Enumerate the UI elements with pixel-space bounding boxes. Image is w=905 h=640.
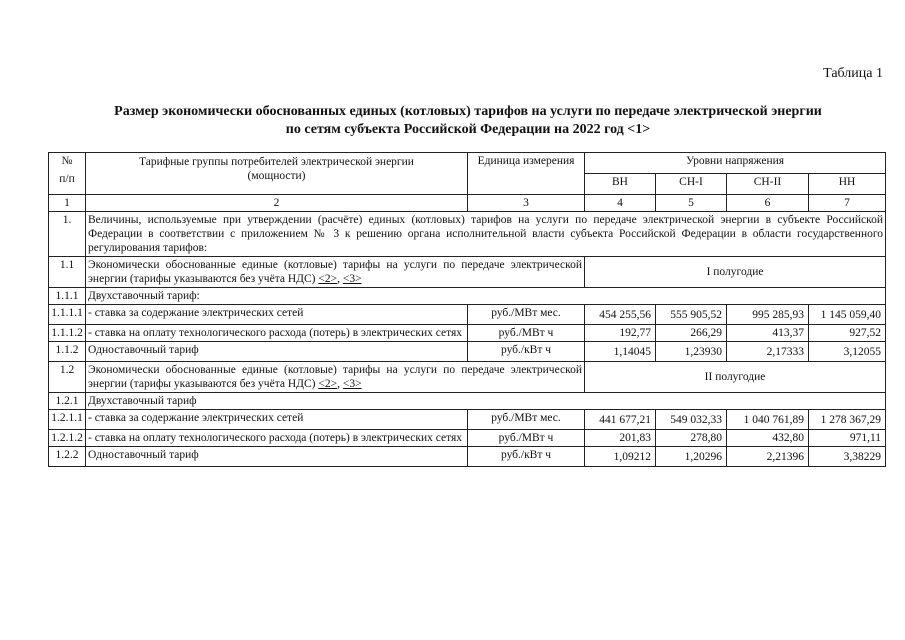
value-vn: 201,83 — [585, 430, 656, 447]
table-row — [49, 393, 886, 410]
value-nn: 3,38229 — [809, 447, 886, 467]
value-sn2: 1 040 761,89 — [727, 410, 809, 430]
value-sn1: 1,20296 — [656, 447, 727, 467]
header-unit: Единица измерения — [468, 153, 585, 195]
value-vn: 1,09212 — [585, 447, 656, 467]
header-levels: Уровни напряжения — [585, 153, 886, 174]
value-vn: 192,77 — [585, 325, 656, 342]
row-num: 1.1.1 — [49, 288, 86, 305]
row-num: 1.2.2 — [49, 447, 86, 467]
tariff-table — [48, 152, 886, 467]
row-unit: руб./МВт ч — [468, 325, 585, 342]
row-text: Экономически обоснованные единые (котловые) тарифы на услуги по передаче электрической энергии (тарифы указываются без учёта НДС) <2>, <3> — [86, 362, 585, 393]
row-text: Двухставочный тариф — [86, 393, 886, 410]
table-row — [49, 342, 886, 362]
value-sn2: 413,37 — [727, 325, 809, 342]
footnote-link-3[interactable]: <3> — [342, 378, 362, 390]
table-row — [49, 257, 886, 288]
row-text: Двухставочный тариф: — [86, 288, 886, 305]
header-index-row — [49, 195, 886, 212]
value-vn: 454 255,56 — [585, 305, 656, 325]
value-nn: 1 278 367,29 — [809, 410, 886, 430]
value-nn: 927,52 — [809, 325, 886, 342]
header-row-1 — [49, 153, 886, 174]
row-text: - ставка за содержание электрических сетей — [86, 410, 468, 430]
table-row — [49, 362, 886, 393]
row-num: 1.2.1.2 — [49, 430, 86, 447]
col-index-7: 7 — [809, 195, 886, 212]
row-num: 1.1 — [49, 257, 86, 288]
header-nn: НН — [809, 174, 886, 195]
table-row — [49, 447, 886, 467]
row-text: Одноставочный тариф — [86, 342, 468, 362]
footnote-link-2[interactable]: <2> — [318, 273, 338, 285]
table-row — [49, 325, 886, 342]
row-num: 1. — [49, 212, 86, 257]
value-vn: 1,14045 — [585, 342, 656, 362]
period-label: II полугодие — [585, 362, 886, 393]
row-num: 1.2 — [49, 362, 86, 393]
header-num: № п/п — [49, 153, 86, 195]
value-sn2: 432,80 — [727, 430, 809, 447]
row-unit: руб./МВт ч — [468, 430, 585, 447]
value-sn2: 995 285,93 — [727, 305, 809, 325]
table-row — [49, 288, 886, 305]
value-sn1: 555 905,52 — [656, 305, 727, 325]
table-row — [49, 212, 886, 257]
header-vn: ВН — [585, 174, 656, 195]
row-unit: руб./кВт ч — [468, 342, 585, 362]
row-num: 1.2.1.1 — [49, 410, 86, 430]
row-text: Экономически обоснованные единые (котловые) тарифы на услуги по передаче электрической энергии (тарифы указываются без учёта НДС) <2>, <3> — [86, 257, 585, 288]
footnote-link-3[interactable]: <3> — [342, 273, 362, 285]
value-sn1: 549 032,33 — [656, 410, 727, 430]
document-title — [48, 103, 888, 139]
value-sn1: 266,29 — [656, 325, 727, 342]
period-label: I полугодие — [585, 257, 886, 288]
col-index-4: 4 — [585, 195, 656, 212]
header-groups: Тарифные группы потребителей электрической энергии (мощности) — [86, 153, 468, 195]
row-text: - ставка на оплату технологического расхода (потерь) в электрических сетях — [86, 325, 468, 342]
col-index-5: 5 — [656, 195, 727, 212]
row-unit: руб./МВт мес. — [468, 305, 585, 325]
value-nn: 971,11 — [809, 430, 886, 447]
table-row — [49, 305, 886, 325]
header-sn1: СН-I — [656, 174, 727, 195]
footnote-link-2[interactable]: <2> — [318, 378, 338, 390]
col-index-6: 6 — [727, 195, 809, 212]
row-num: 1.2.1 — [49, 393, 86, 410]
value-sn1: 1,23930 — [656, 342, 727, 362]
title-line-2: по сетям субъекта Российской Федерации на 2022 год <1> — [285, 122, 651, 137]
row-text: Одноставочный тариф — [86, 447, 468, 467]
value-vn: 441 677,21 — [585, 410, 656, 430]
header-sn2: СН-II — [727, 174, 809, 195]
value-sn1: 278,80 — [656, 430, 727, 447]
row-unit: руб./МВт мес. — [468, 410, 585, 430]
row-num: 1.1.1.2 — [49, 325, 86, 342]
title-line-1: Размер экономически обоснованных единых (котловых) тарифов на услуги по передаче электрической энергии — [114, 104, 822, 119]
table-label: Таблица 1 — [823, 66, 883, 81]
col-index-1: 1 — [49, 195, 86, 212]
row-text: - ставка за содержание электрических сетей — [86, 305, 468, 325]
row-text: - ставка на оплату технологического расхода (потерь) в электрических сетях — [86, 430, 468, 447]
row-num: 1.1.2 — [49, 342, 86, 362]
table-row — [49, 430, 886, 447]
section-text: Величины, используемые при утверждении (расчёте) единых (котловых) тарифов на услуги по передаче электрической энергии в субъекте Российской Федерации в соответствии с приложением № 3 к решению органа исполнительной власти субъекта Российской Федерации в области государственного регулирования тарифов: — [86, 212, 886, 257]
value-nn: 1 145 059,40 — [809, 305, 886, 325]
col-index-3: 3 — [468, 195, 585, 212]
col-index-2: 2 — [86, 195, 468, 212]
value-nn: 3,12055 — [809, 342, 886, 362]
value-sn2: 2,21396 — [727, 447, 809, 467]
value-sn2: 2,17333 — [727, 342, 809, 362]
row-num: 1.1.1.1 — [49, 305, 86, 325]
table-row — [49, 410, 886, 430]
row-unit: руб./кВт ч — [468, 447, 585, 467]
